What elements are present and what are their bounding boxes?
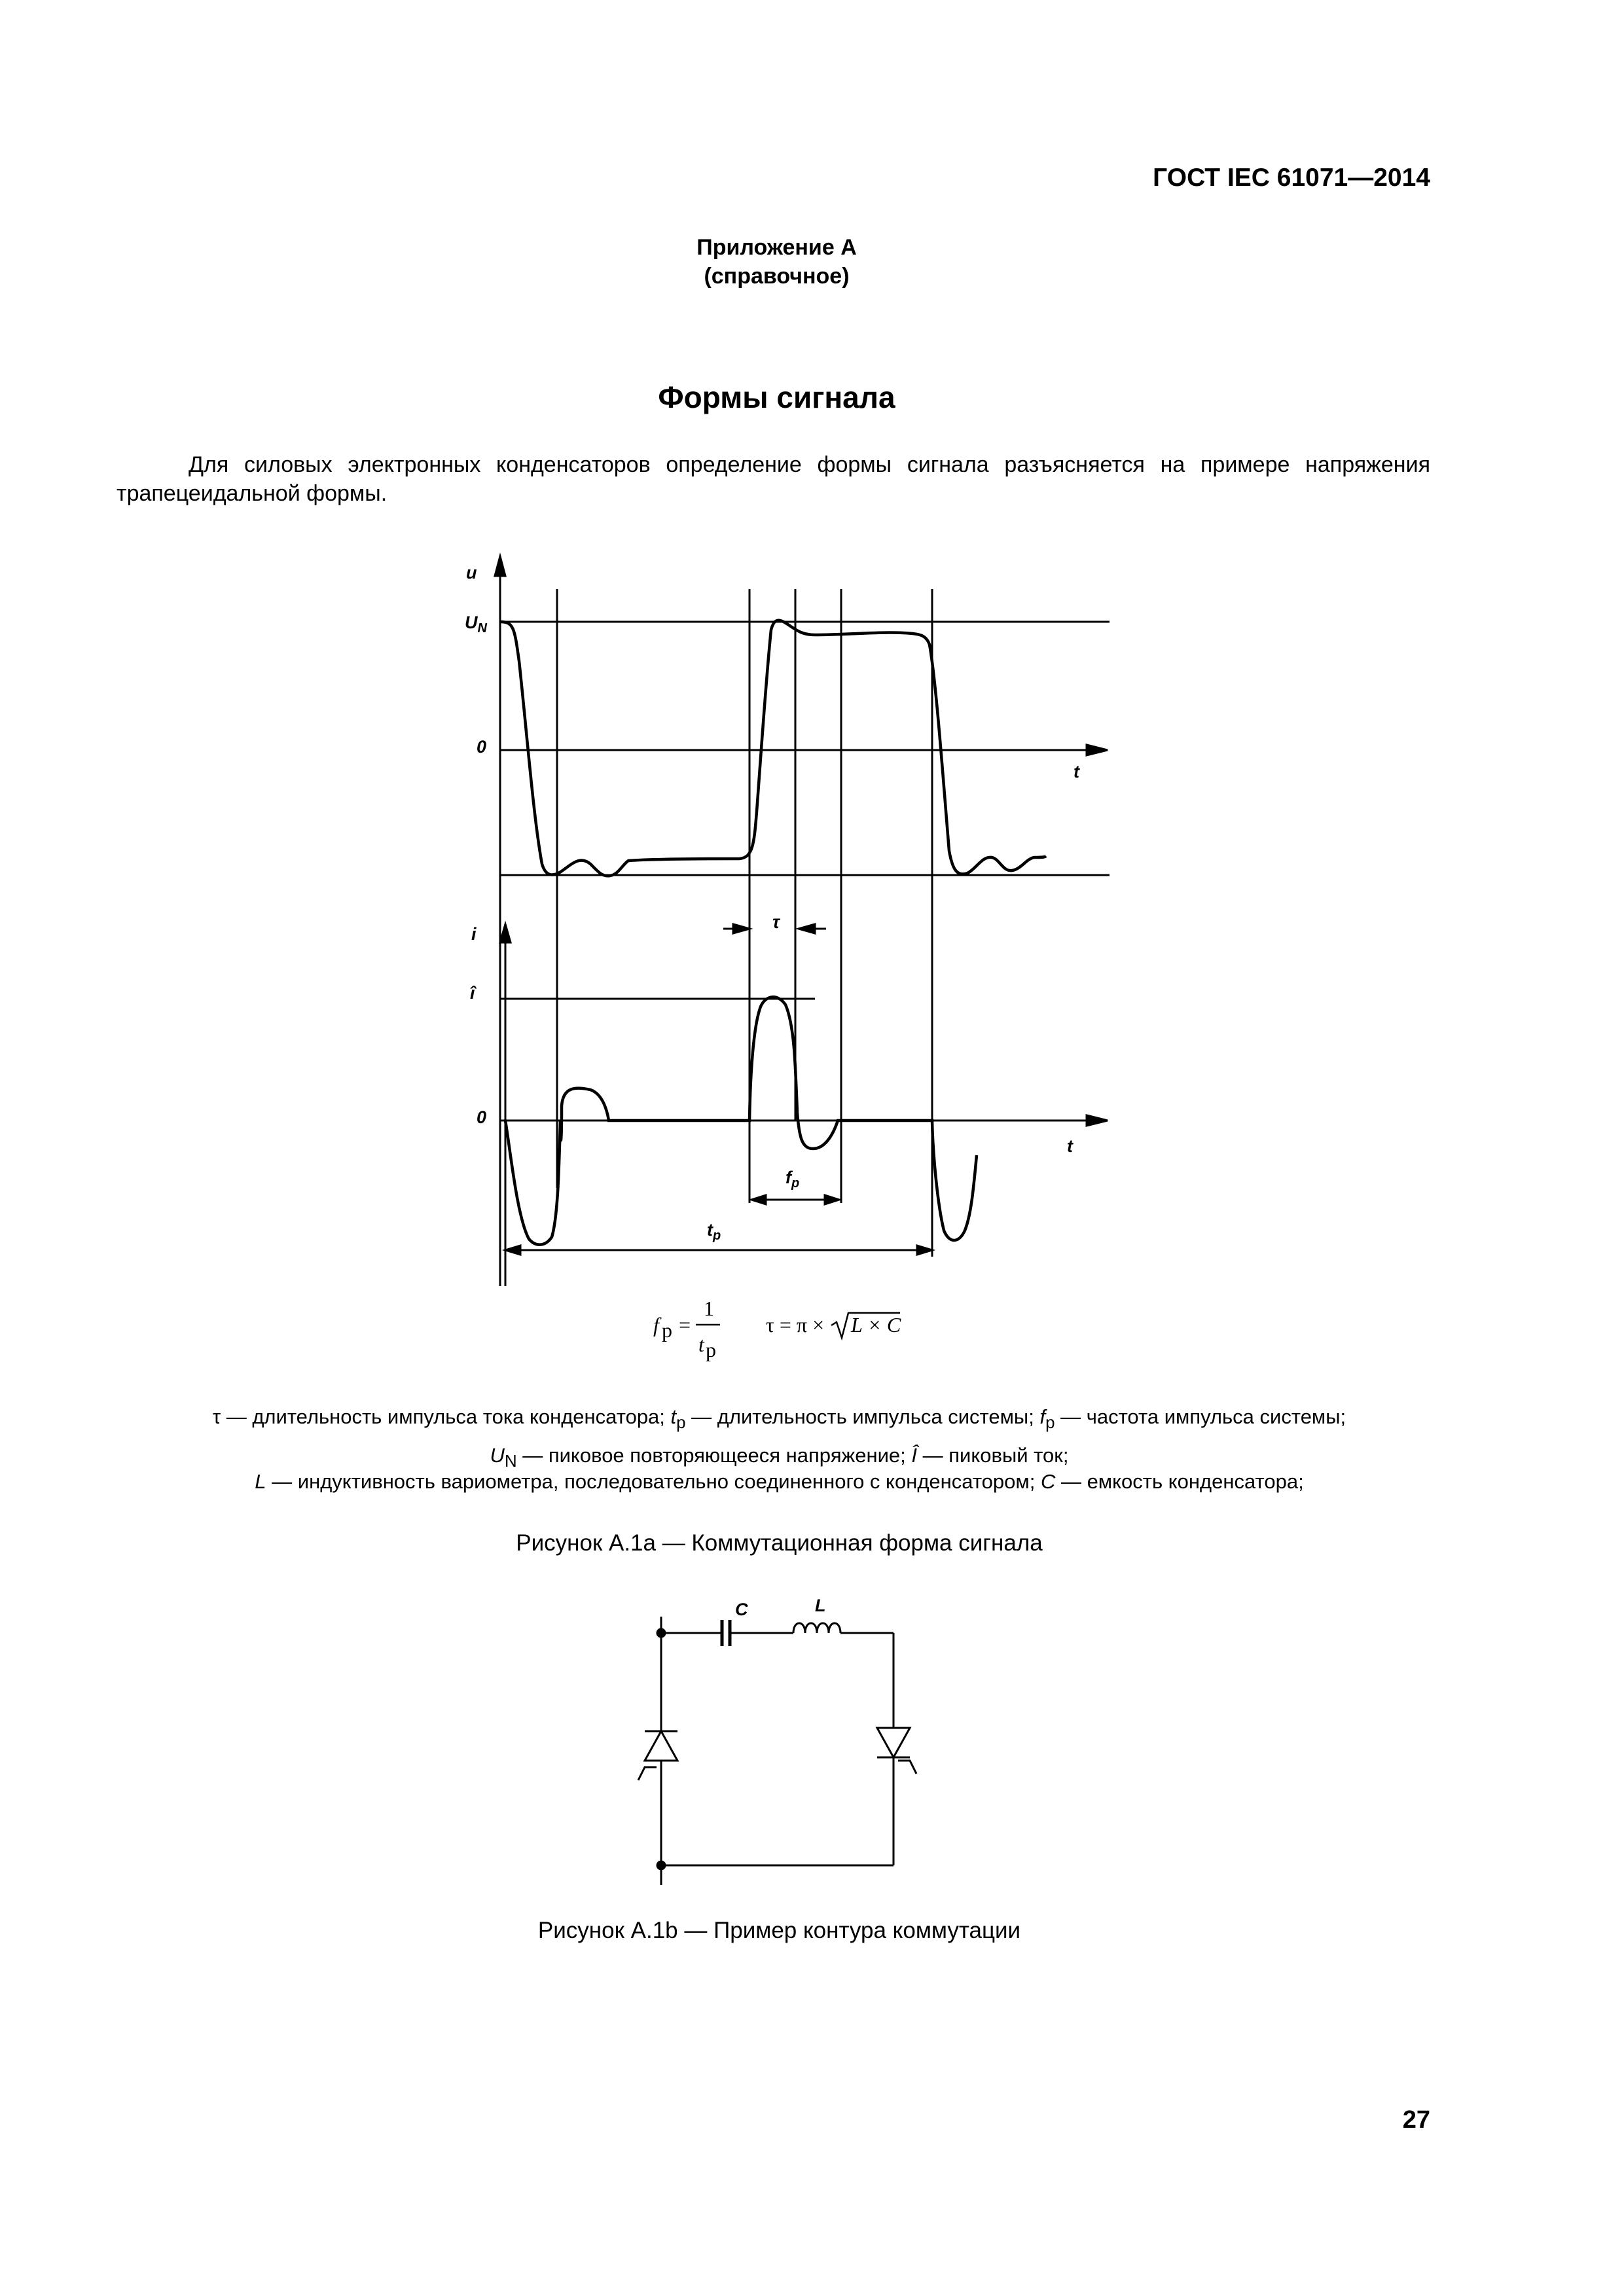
svg-text:L × C: L × C (851, 1313, 901, 1336)
u-zero-axis-arrow (1087, 745, 1108, 755)
svg-text:t: t (698, 1333, 704, 1356)
u-axis-label: u (466, 563, 477, 583)
svg-text:=: = (679, 1313, 691, 1336)
i-peak-label: î (470, 983, 475, 1003)
tau-label: τ (772, 912, 780, 932)
i-axis-label: i (471, 924, 477, 944)
legend-line-1: τ — длительность импульса тока конденсатора; $t_p$ — длительность импульса системы; $f_p$ — частота импульса системы; (212, 1405, 1346, 1433)
voltage-waveform (500, 620, 1046, 876)
u-zero-label: 0 (477, 737, 487, 757)
figure-a-caption: Рисунок А.1а — Коммутационная форма сигнала (516, 1530, 1043, 1556)
left-thyristor-icon (645, 1731, 677, 1761)
document-code: ГОСТ IEC 61071—2014 (1153, 164, 1430, 192)
right-thyristor-icon (877, 1728, 910, 1757)
svg-text:f: f (653, 1313, 659, 1336)
inductor-label: L (815, 1596, 826, 1615)
capacitor-label: C (735, 1600, 748, 1619)
un-label: $U_N$ (465, 613, 487, 636)
svg-text:τ = π ×: τ = π × (766, 1313, 825, 1336)
i-zero-axis-arrow (1087, 1115, 1108, 1126)
annex-title: Приложение А (696, 235, 857, 260)
waveform-figure (0, 537, 1624, 1361)
figure-b-caption: Рисунок А.1b — Пример контура коммутации (537, 1918, 1021, 1943)
section-title: Формы сигнала (658, 380, 895, 414)
inductor-coil (793, 1623, 840, 1633)
i-time-axis-label: t (1067, 1136, 1073, 1156)
tp-label: $t_p$ (707, 1220, 721, 1243)
svg-text:1: 1 (704, 1297, 714, 1320)
legend-line-2: $U_N$ — пиковое повторяющееся напряжение; Î — пиковый ток; (490, 1444, 1069, 1471)
circuit-figure (0, 1577, 1624, 1905)
annex-subtitle: (справочное) (704, 264, 850, 289)
svg-text:p: p (662, 1318, 672, 1342)
formula-fp (653, 1297, 716, 1361)
i-axis-arrow (500, 924, 511, 942)
i-zero-label: 0 (477, 1107, 487, 1127)
fp-label: $f_p$ (785, 1168, 800, 1191)
u-axis-arrow (495, 556, 505, 576)
svg-text:p: p (706, 1338, 716, 1361)
u-time-axis-label: t (1074, 762, 1079, 781)
page-number: 27 (1402, 2106, 1430, 2134)
intro-paragraph: Для силовых электронных конденсаторов определение формы сигнала разъясняется на примере напряжения трапецеидальной формы. (117, 452, 1430, 506)
legend-line-3: L — индуктивность вариометра, последовательно соединенного с конденсатором; C — емкость конденсатора; (255, 1470, 1304, 1493)
